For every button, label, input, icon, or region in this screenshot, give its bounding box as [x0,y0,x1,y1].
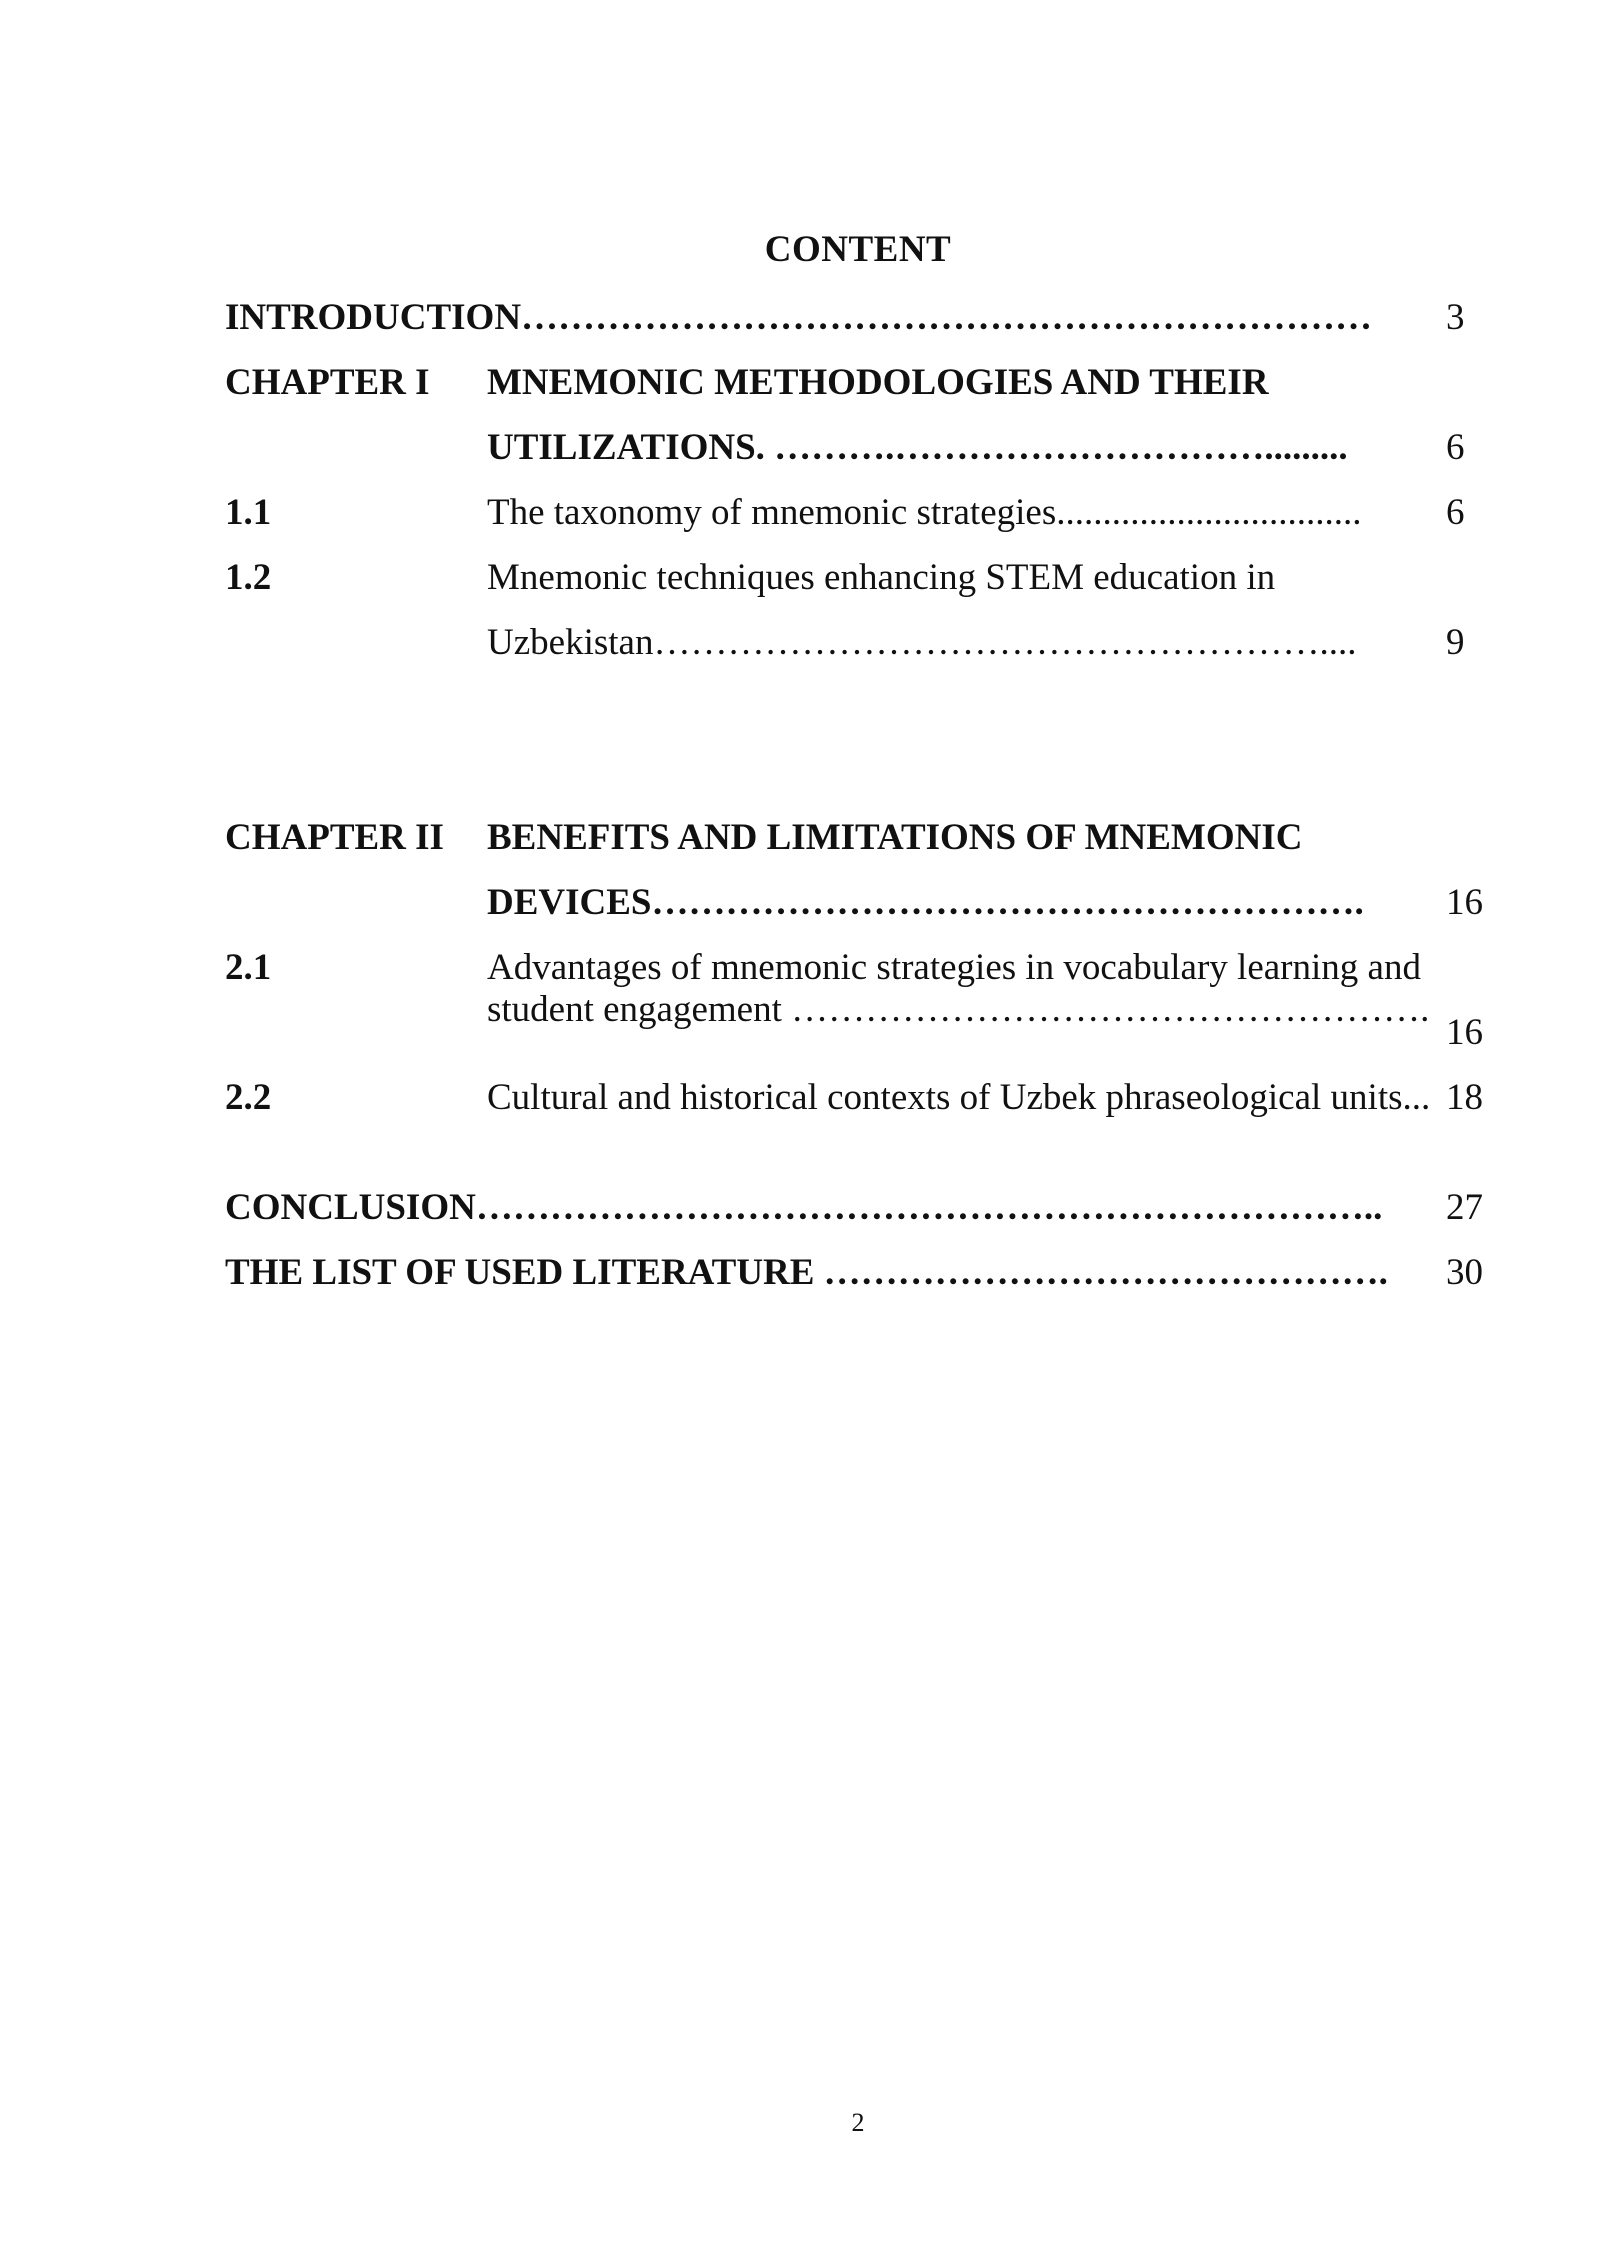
toc-section-2-1-title-line2: student engagement ……………………………………………. [487,989,1430,1030]
toc-chapter1-page: 6 [1446,427,1465,468]
toc-section-2-1-page: 16 [1446,1012,1483,1053]
toc-section-1-1-number: 1.1 [225,492,272,533]
toc-chapter1-title-line1: MNEMONIC METHODOLOGIES AND THEIR [487,362,1269,403]
toc-chapter1-number: CHAPTER I [225,362,430,403]
toc-conclusion-page: 27 [1446,1187,1483,1228]
toc-chapter2-title-line2: DEVICES…………………………………………………. [487,882,1364,923]
toc-section-1-2-page: 9 [1446,622,1465,663]
toc-introduction-page: 3 [1446,297,1465,338]
toc-introduction: INTRODUCTION…………………………………………………………… [225,297,1373,338]
toc-section-1-1-title: The taxonomy of mnemonic strategies................................. [487,492,1362,533]
toc-section-1-2-number: 1.2 [225,557,272,598]
toc-literature-page: 30 [1446,1252,1483,1293]
toc-title: CONTENT [764,229,952,270]
page-number: 2 [851,2108,865,2137]
toc-section-2-1-title-line1: Advantages of mnemonic strategies in vocabulary learning and [487,947,1421,988]
toc-chapter2-number: CHAPTER II [225,817,444,858]
toc-section-2-2-number: 2.2 [225,1077,272,1118]
toc-chapter2-title-line1: BENEFITS AND LIMITATIONS OF MNEMONIC [487,817,1303,858]
toc-section-1-2-title-line2: Uzbekistan……………………………………………….... [487,622,1357,663]
toc-section-1-2-title-line1: Mnemonic techniques enhancing STEM education in [487,557,1276,598]
toc-section-2-2-page: 18 [1446,1077,1483,1118]
toc-section-1-1-page: 6 [1446,492,1465,533]
toc-section-2-2-title: Cultural and historical contexts of Uzbek phraseological units... [487,1077,1431,1118]
toc-section-2-1-number: 2.1 [225,947,272,988]
toc-chapter1-title-line2: UTILIZATIONS. ……….…………………………......... [487,427,1348,468]
toc-literature: THE LIST OF USED LITERATURE ………………………………………. [225,1252,1388,1293]
toc-conclusion: CONCLUSION……………………………………………………………….. [225,1187,1383,1228]
toc-chapter2-page: 16 [1446,882,1483,923]
